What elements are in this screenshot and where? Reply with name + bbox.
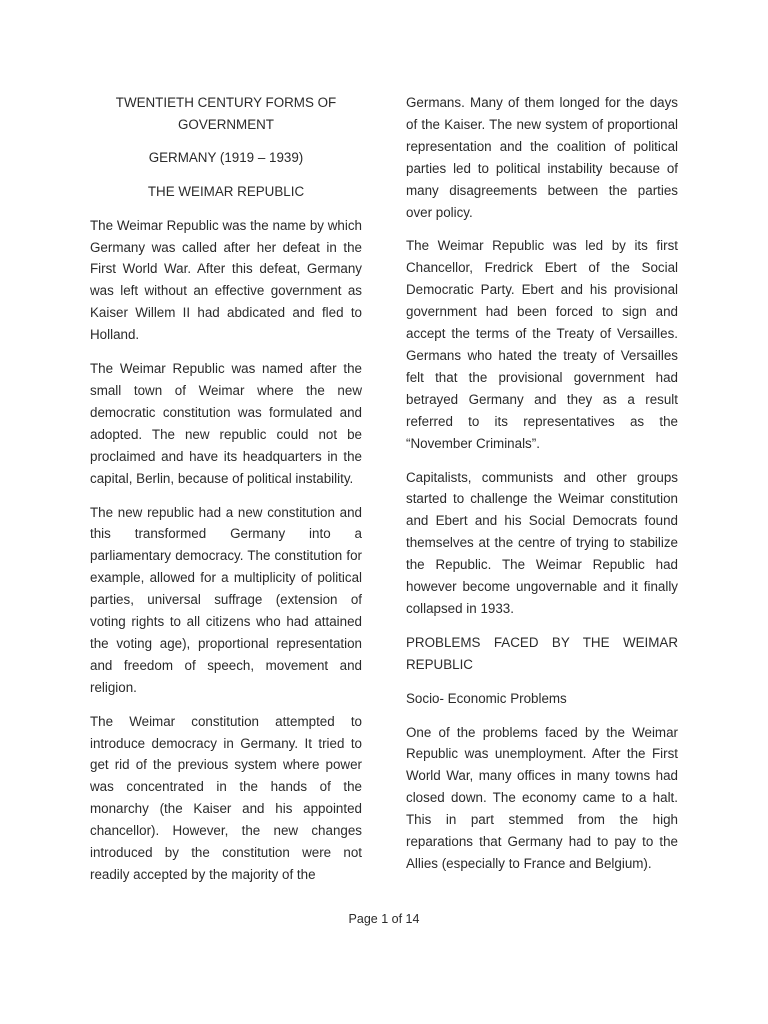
right-column <box>406 92 678 887</box>
problems-heading: PROBLEMS FACED BY THE WEIMAR REPUBLIC <box>406 634 678 672</box>
section-title: THE WEIMAR REPUBLIC <box>147 183 305 199</box>
paragraph: One of the problems faced by the Weimar Republic was unemployment. After the First World War, many offices in many towns had closed down. The economy came to a halt. This in part stemmed from the high reparations that Germany had to pay to the Allies (especially to France and Belgium). <box>406 724 678 871</box>
subheading: Socio- Economic Problems <box>406 690 567 706</box>
paragraph: The Weimar Republic was the name by which Germany was called after her defeat in the First World War. After this defeat, Germany was left without an effective government as Kaiser Willem II had abdicated and fled to Holland. <box>90 217 362 343</box>
paragraph: The Weimar Republic was named after the small town of Weimar where the new democratic constitution was formulated and adopted. The new republic could not be proclaimed and have its headquarters in the capital, Berlin, because of political instability. <box>90 361 362 486</box>
document-subtitle: GERMANY (1919 – 1939) <box>148 149 304 165</box>
document-title: TWENTIETH CENTURY FORMS OF GOVERNMENT <box>115 95 337 132</box>
paragraph: Capitalists, communists and other groups started to challenge the Weimar constitution and Ebert and his Social Democrats found themselves at the centre of trying to stabilize the Republic. The Weimar Republic had however become ungovernable and it finally collapsed in 1933. <box>406 469 678 616</box>
paragraph: The Weimar constitution attempted to introduce democracy in Germany. It tried to get rid of the previous system where power was concentrated in the hands of the monarchy (the Kaiser and his appointed chancellor). However, the new changes introduced by the constitution were not readily accepted by the majority of the <box>90 713 362 882</box>
paragraph: The Weimar Republic was led by its first Chancellor, Fredrick Ebert of the Social Democratic Party. Ebert and his provisional government had been forced to sign and accept the terms of the Treaty of Versailles. Germans who hated the treaty of Versailles felt that the provisional government had betrayed Germany and they as a result referred to its representatives as the “November Criminals”. <box>406 238 678 451</box>
paragraph: Germans. Many of them longed for the days of the Kaiser. The new system of proportional representation and the coalition of political parties led to political instability because of many disagreements between the parties over policy. <box>406 95 678 220</box>
paragraph: The new republic had a new constitution and this transformed Germany into a parliamentary democracy. The constitution for example, allowed for a multiplicity of political parties, universal suffrage (extension of voting rights to all citizens who had attained the voting age), proportional representation and freedom of speech, movement and religion. <box>90 504 362 695</box>
page-number: Page 1 of 14 <box>348 912 420 926</box>
left-column <box>90 92 362 898</box>
